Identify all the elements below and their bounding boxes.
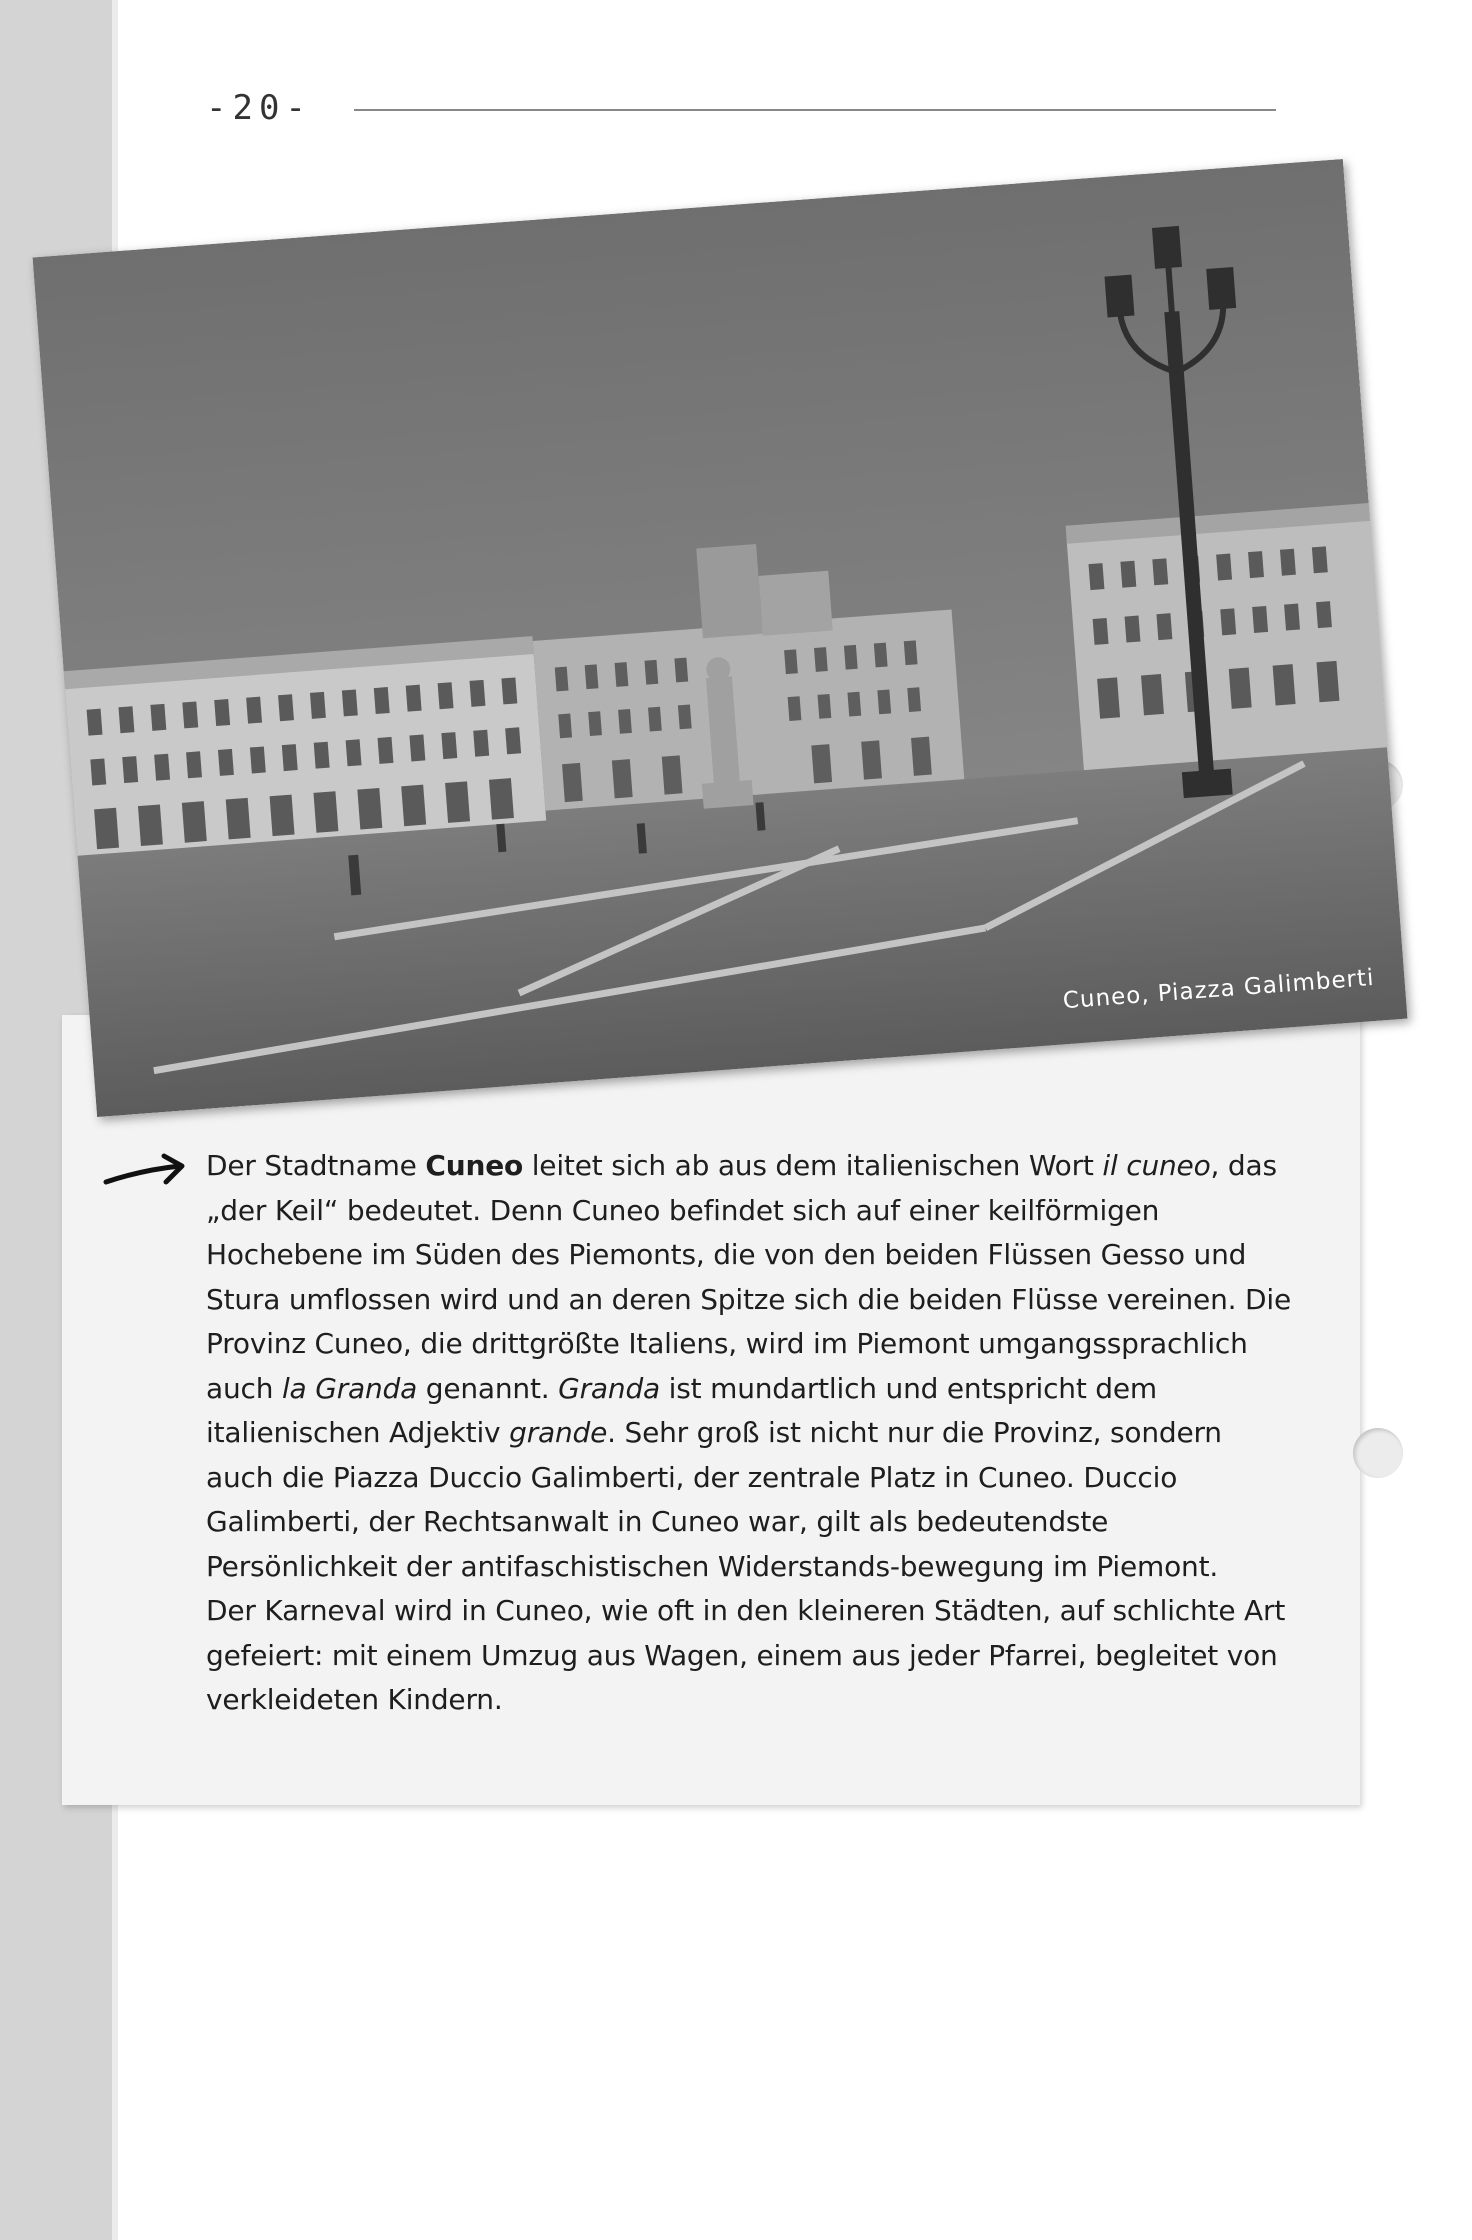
text-span: leitet sich ab aus dem italienischen Wort <box>523 1149 1103 1182</box>
text-span: Der Stadtname <box>206 1149 426 1182</box>
text-span: ist mundartlich und entspricht dem italienischen Adjektiv <box>206 1371 1157 1449</box>
paragraph-1 <box>206 1144 1296 1589</box>
text-span-italic: il cuneo <box>1102 1149 1211 1182</box>
left-buildings <box>64 636 547 856</box>
header-rule <box>354 109 1276 111</box>
piazza-photo <box>33 159 1408 1117</box>
piazza-illustration <box>33 159 1408 1117</box>
paragraph-2: Der Karneval wird in Cuneo, wie oft in den kleineren Städten, auf schlichte Art gefeiert: mit einem Umzug aus Wagen, einem aus jeder Pfarrei, begleitet von verkleideten Kindern. <box>206 1594 1286 1716</box>
text-span-italic: grande <box>509 1416 608 1449</box>
text-span: . Sehr groß ist nicht nur die Provinz, sondern auch die Piazza Duccio Galimberti, der zentrale Platz in Cuneo. Duccio Galimberti, der Rechtsanwalt in Cuneo war, gilt als bedeutendste Persönlichkeit der antifaschistischen Widerstands-bewegung im Piemont. <box>206 1416 1222 1583</box>
text-span-italic: la Granda <box>281 1371 418 1405</box>
photo-caption: Cuneo, Piazza Galimberti <box>1062 964 1376 1015</box>
text-span: , das „der Keil“ bedeutet. Denn Cuneo befindet sich auf einer keilförmigen Hochebene im Süden des Piemonts, die von den beiden Flüssen Gesso und Stura umflossen wird und an deren Spitze sich die beiden Flüsse vereinen. Die Provinz Cuneo, die drittgrößte Italiens, wird im Piemont umgangssprachlich auch <box>206 1149 1291 1405</box>
body-text <box>206 1144 1296 1723</box>
text-span-bold: Cuneo <box>425 1149 524 1182</box>
page-number: -20- <box>206 88 312 128</box>
binder-hole-bottom <box>1353 1428 1403 1478</box>
text-span: genannt. <box>417 1371 559 1405</box>
arrow-icon <box>102 1152 192 1194</box>
text-span-italic: Granda <box>558 1371 660 1405</box>
right-buildings <box>1066 503 1388 770</box>
